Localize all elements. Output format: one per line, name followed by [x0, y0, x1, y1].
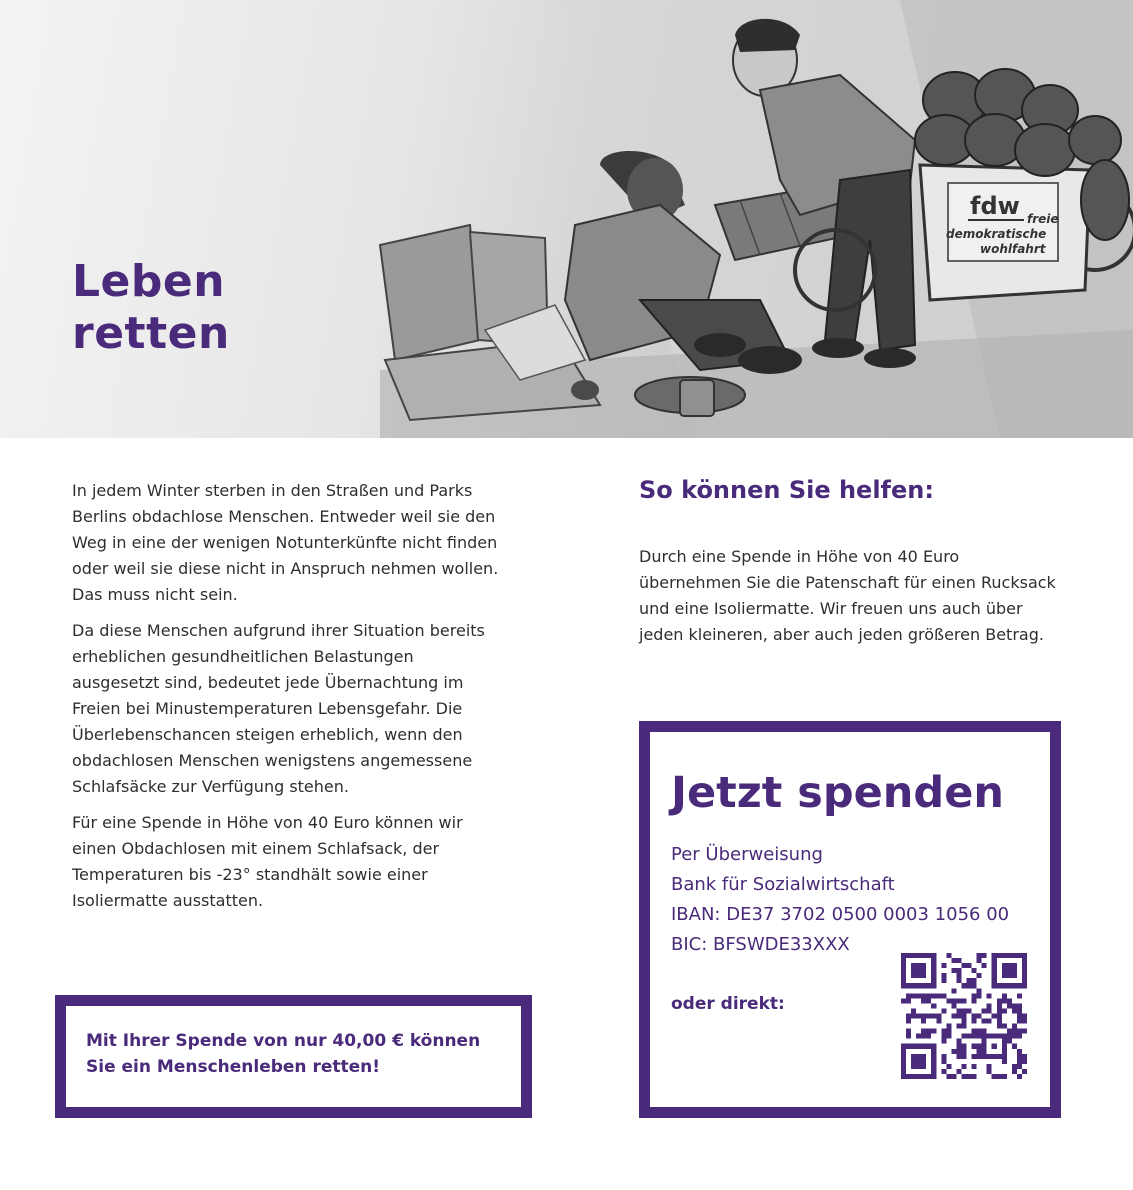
help-text: Durch eine Spende in Höhe von 40 Euro übernehmen Sie die Patenschaft für einen Rucksack und eine Isoliermatte. Wir freuen uns auch über jeden kleineren, aber auch jeden größeren Betrag.: [639, 547, 1056, 644]
bic: BIC: BFSWDE33XXX: [671, 934, 850, 955]
intro-text: [72, 478, 502, 924]
logo-mark: fdw: [970, 192, 1020, 220]
bank-details: [671, 840, 1050, 960]
qr-code-icon[interactable]: [901, 953, 1027, 1079]
intro-paragraph-1: In jedem Winter sterben in den Straßen und Parks Berlins obdachlose Menschen. Entweder weil sie den Weg in eine der wenigen Notunterkünfte nicht finden oder weil sie diese nicht in Anspruch nehmen wollen. Das muss nicht sein.: [72, 481, 499, 604]
help-heading: So können Sie helfen:: [639, 476, 934, 504]
intro-paragraph-2: Da diese Menschen aufgrund ihrer Situation bereits erheblichen gesundheitlichen Belastungen ausgesetzt sind, bedeutet jede Übernachtung im Freien bei Minustemperaturen Lebensgefahr. Die Überlebenschancen steigen erheblich, wenn den obdachlosen Menschen wenigstens angemessene Schlafsäcke zur Verfügung stehen.: [72, 621, 485, 796]
bank-name: Bank für Sozialwirtschaft: [671, 874, 895, 895]
direct-label: oder direkt:: [671, 994, 785, 1014]
callout-box: [55, 995, 532, 1118]
callout-text: Mit Ihrer Spende von nur 40,00 € können Sie ein Menschenleben retten!: [86, 1031, 481, 1077]
payment-method: Per Überweisung: [671, 844, 823, 865]
donate-title: Jetzt spenden: [671, 768, 1004, 818]
illustration-scene: [0, 0, 1133, 438]
hero-illustration: [0, 0, 1133, 438]
page-title: Leben retten: [72, 256, 230, 359]
donate-box: [639, 721, 1061, 1118]
cardboard-icon: [380, 225, 600, 420]
logo-line-1: freie: [1027, 212, 1059, 226]
iban: IBAN: DE37 3702 0500 0003 1056 00: [671, 904, 1010, 925]
logo-line-3: wohlfahrt: [980, 242, 1046, 256]
logo-line-2: demokratische: [946, 227, 1047, 241]
intro-paragraph-3: Für eine Spende in Höhe von 40 Euro können wir einen Obdachlosen mit einem Schlafsack, der Temperaturen bis -23° standhält sowie einer Isoliermatte ausstatten.: [72, 813, 463, 910]
